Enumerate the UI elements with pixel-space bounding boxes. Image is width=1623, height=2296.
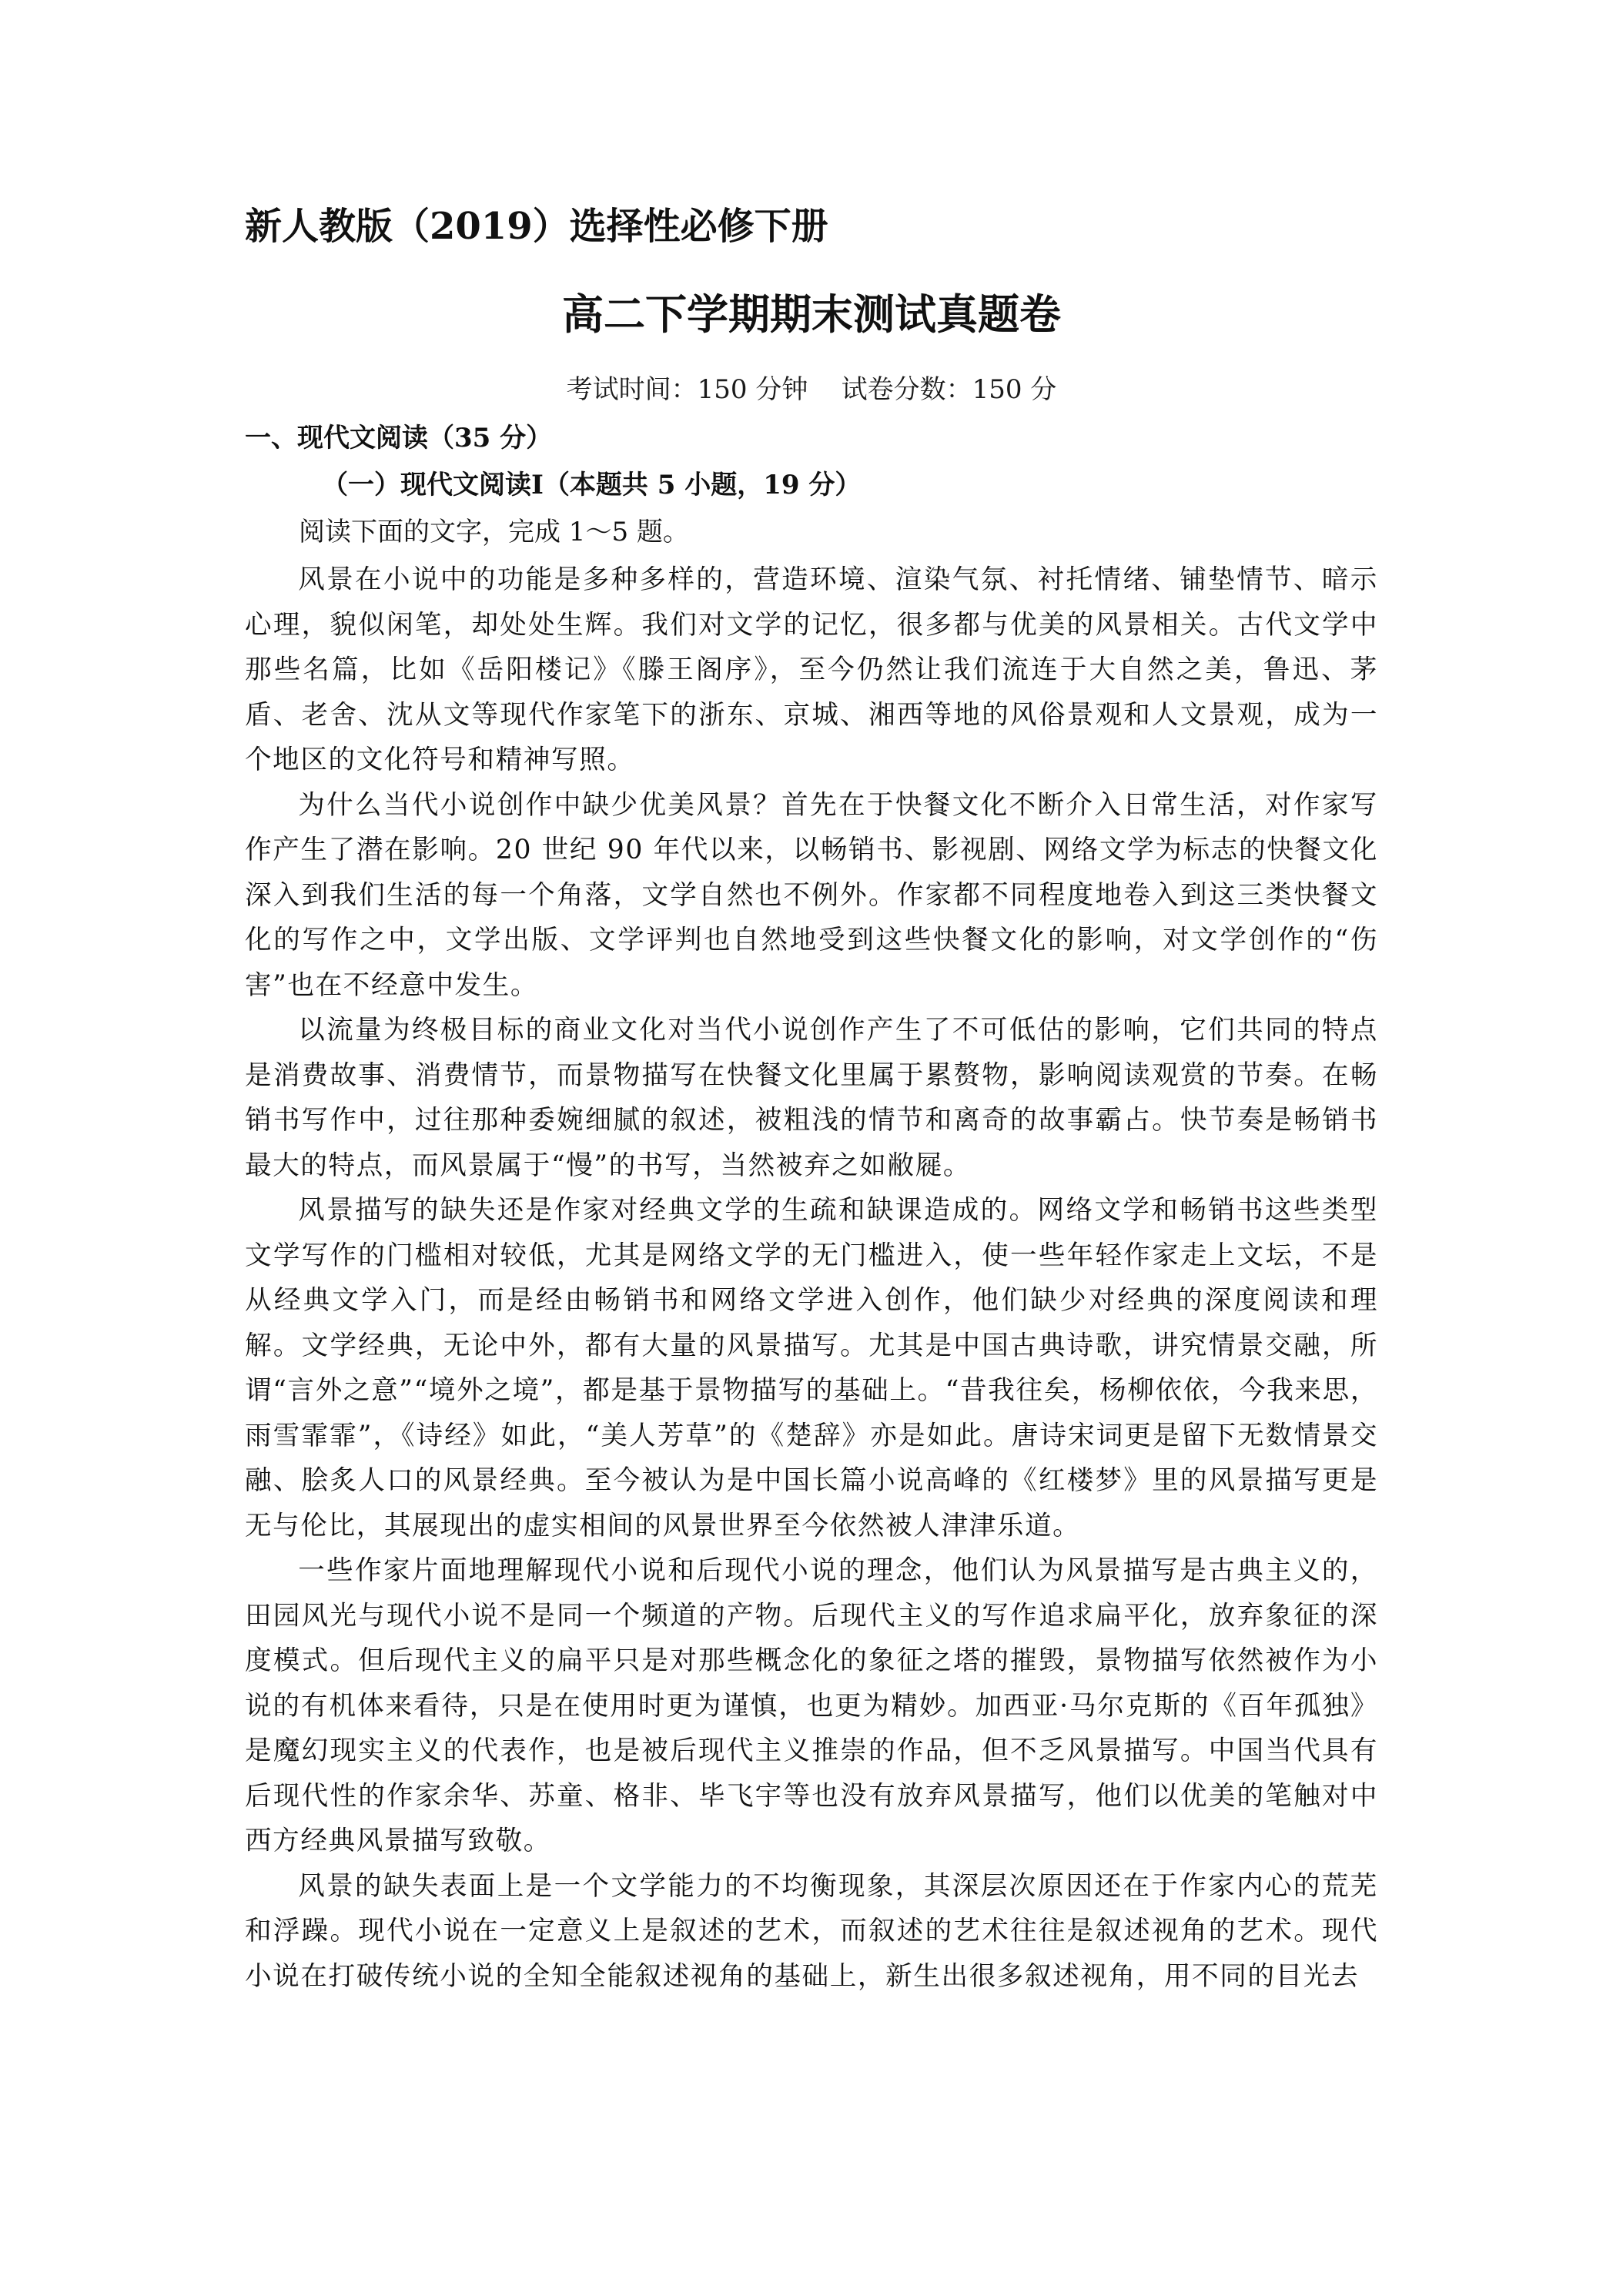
series-title: 新人教版（2019）选择性必修下册 — [245, 205, 828, 248]
passage-paragraph: 风景在小说中的功能是多种多样的，营造环境、渲染气氛、衬托情绪、铺垫情节、暗示心理，貌似闲笔，却处处生辉。我们对文学的记忆，很多都与优美的风景相关。古代文学中那些名篇，比如《岳阳楼记》《滕王阁序》，至今仍然让我们流连于大自然之美，鲁迅、茅盾、老舍、沈从文等现代作家笔下的浙东、京城、湘西等地的风俗景观和人文景观，成为一个地区的文化符号和精神写照。 — [245, 564, 1378, 775]
exam-title: 高二下学期期末测试真题卷 — [562, 290, 1061, 339]
reading-instruction: 阅读下面的文字，完成 1～5 题。 — [299, 517, 689, 547]
section-heading: 一、现代文阅读（35 分） — [245, 423, 553, 454]
sub-heading: （一）现代文阅读Ⅰ（本题共 5 小题，19 分） — [322, 470, 862, 500]
passage-paragraph: 风景的缺失表面上是一个文学能力的不均衡现象，其深层次原因还在于作家内心的荒芜和浮躁。现代小说在一定意义上是叙述的艺术，而叙述的艺术往往是叙述视角的艺术。现代小说在打破传统小说的全知全能叙述视角的基础上，新生出很多叙述视角，用不同的目光去 — [245, 1870, 1378, 1992]
passage-paragraph: 一些作家片面地理解现代小说和后现代小说的理念，他们认为风景描写是古典主义的，田园风光与现代小说不是同一个频道的产物。后现代主义的写作追求扁平化，放弃象征的深度模式。但后现代主义的扁平只是对那些概念化的象征之塔的摧毁，景物描写依然被作为小说的有机体来看待，只是在使用时更为谨慎，也更为精妙。加西亚·马尔克斯的《百年孤独》是魔幻现实主义的代表作，也是被后现代主义推崇的作品，但不乏风景描写。中国当代具有后现代性的作家余华、苏童、格非、毕飞宇等也没有放弃风景描写，他们以优美的笔触对中西方经典风景描写致敬。 — [245, 1555, 1378, 1856]
passage-paragraph: 以流量为终极目标的商业文化对当代小说创作产生了不可低估的影响，它们共同的特点是消费故事、消费情节，而景物描写在快餐文化里属于累赘物，影响阅读观赏的节奏。在畅销书写作中，过往那种委婉细腻的叙述，被粗浅的情节和离奇的故事霸占。快节奏是畅销书最大的特点，而风景属于“慢”的书写，当然被弃之如敝屣。 — [245, 1015, 1378, 1181]
reading-passage — [245, 557, 1378, 1999]
passage-paragraph: 风景描写的缺失还是作家对经典文学的生疏和缺课造成的。网络文学和畅销书这些类型文学写作的门槛相对较低，尤其是网络文学的无门槛进入，使一些年轻作家走上文坛，不是从经典文学入门，而是经由畅销书和网络文学进入创作，他们缺少对经典的深度阅读和理解。文学经典，无论中外，都有大量的风景描写。尤其是中国古典诗歌，讲究情景交融，所谓“言外之意”“境外之境”，都是基于景物描写的基础上。“昔我往矣，杨柳依依，今我来思，雨雪霏霏”，《诗经》如此，“美人芳草”的《楚辞》亦是如此。唐诗宋词更是留下无数情景交融、脍炙人口的风景经典。至今被认为是中国长篇小说高峰的《红楼梦》里的风景描写更是无与伦比，其展现出的虚实相间的风景世界至今依然被人津津乐道。 — [245, 1195, 1378, 1541]
passage-paragraph: 为什么当代小说创作中缺少优美风景？首先在于快餐文化不断介入日常生活，对作家写作产生了潜在影响。20 世纪 90 年代以来，以畅销书、影视剧、网络文学为标志的快餐文化深入到我们生活的每一个角落，文学自然也不例外。作家都不同程度地卷入到这三类快餐文化的写作之中，文学出版、文学评判也自然地受到这些快餐文化的影响，对文学创作的“伤害”也在不经意中发生。 — [245, 789, 1378, 1001]
exam-meta: 考试时间：150 分钟 试卷分数：150 分 — [566, 374, 1057, 405]
